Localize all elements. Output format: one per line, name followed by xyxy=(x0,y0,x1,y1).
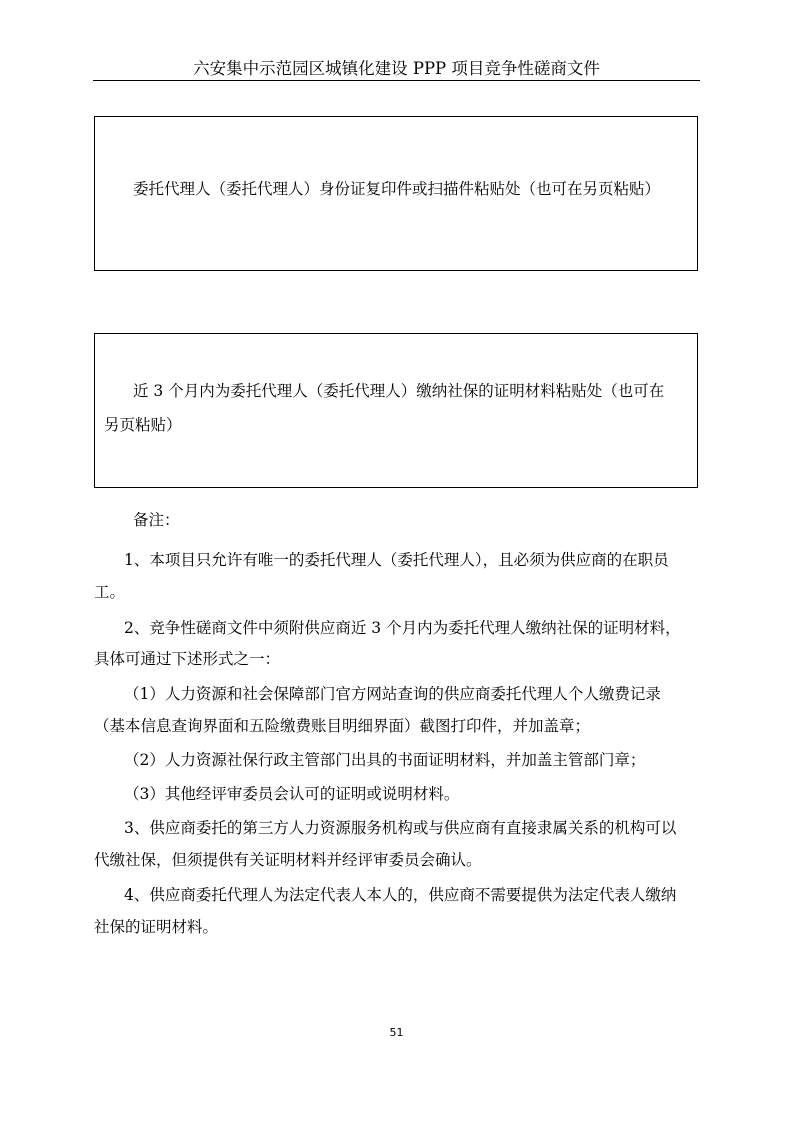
page-number: 51 xyxy=(389,1026,404,1039)
note-item-1-line-1: 1、本项目只允许有唯一的委托代理人（委托代理人），且必须为供应商的在职员 xyxy=(124,551,669,569)
id-copy-paste-instruction: 委托代理人（委托代理人）身份证复印件或扫描件粘贴处（也可在另页粘贴） xyxy=(133,180,661,198)
note-item-1-line-2: 工。 xyxy=(94,583,126,601)
document-header-title: 六安集中示范园区城镇化建设 PPP 项目竞争性磋商文件 xyxy=(193,59,600,78)
instruction-line-2: 另页粘贴） xyxy=(104,416,182,434)
social-insurance-paste-instruction xyxy=(95,374,695,442)
notes-heading: 备注： xyxy=(133,511,180,529)
id-copy-paste-box xyxy=(94,116,698,271)
instruction-line-1: 近 3 个月内为委托代理人（委托代理人）缴纳社保的证明材料粘贴处（也可在 xyxy=(133,382,665,400)
note-item-3-line-1: 3、供应商委托的第三方人力资源服务机构或与供应商有直接隶属关系的机构可以 xyxy=(124,819,677,837)
note-sub-2: （2）人力资源社保行政主管部门出具的书面证明材料，并加盖主管部门章； xyxy=(124,751,646,769)
note-sub-3: （3）其他经评审委员会认可的证明或说明材料。 xyxy=(124,785,460,803)
note-item-2-line-2: 具体可通过下述形式之一： xyxy=(94,650,281,668)
social-insurance-paste-box xyxy=(94,333,698,488)
note-item-3-line-2: 代缴社保，但须提供有关证明材料并经评审委员会确认。 xyxy=(94,851,482,869)
note-sub-1-line-2: （基本信息查询界面和五险缴费账目明细界面）截图打印件，并加盖章； xyxy=(94,717,591,735)
note-sub-1-line-1: （1）人力资源和社会保障部门官方网站查询的供应商委托代理人个人缴费记录 xyxy=(124,685,661,703)
note-item-4-line-1: 4、供应商委托代理人为法定代表人本人的，供应商不需要提供为法定代表人缴纳 xyxy=(124,886,677,904)
header-divider xyxy=(93,80,700,81)
note-item-2-line-1: 2、竞争性磋商文件中须附供应商近 3 个月内为委托代理人缴纳社保的证明材料， xyxy=(124,619,681,637)
note-item-4-line-2: 社保的证明材料。 xyxy=(94,918,219,936)
